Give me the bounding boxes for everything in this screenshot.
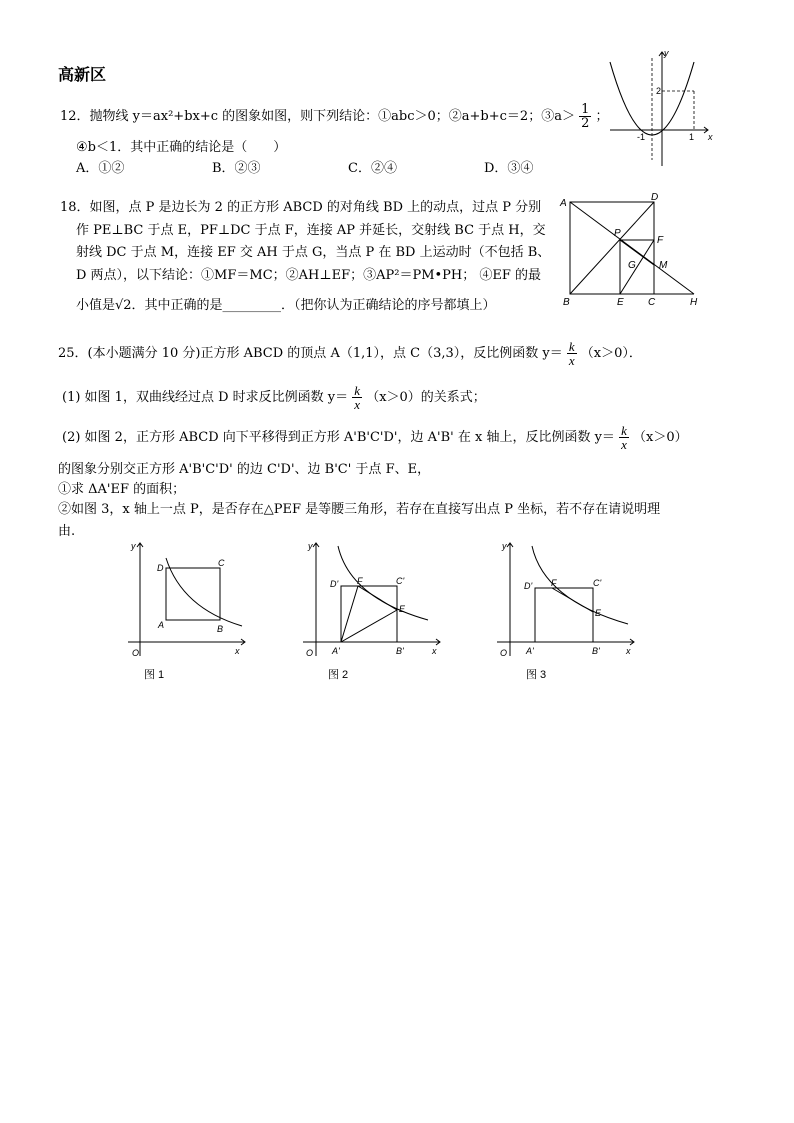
f2-y: y <box>308 541 313 551</box>
fig-label-a: A <box>560 198 567 209</box>
f2-f: F <box>357 576 363 586</box>
figure-2 <box>298 538 448 688</box>
f1-d: D <box>157 563 164 573</box>
f1-y: y <box>131 541 136 551</box>
k-over-x-fraction: $\frac{k}{x}$ <box>621 423 627 452</box>
fig-label-g: G <box>628 260 636 271</box>
k-over-x-fraction: $\frac{k}{x}$ <box>568 339 575 368</box>
parabola-graph <box>600 48 715 168</box>
f2-o: O <box>306 648 314 658</box>
fig-label-b: B <box>563 297 570 308</box>
square-figure <box>556 190 706 312</box>
f1-b: B <box>217 624 224 634</box>
q25-part2-ii: ②如图 3，x 轴上一点 P，是否存在△PEF 是等腰三角形，若存在直接写出点 P 坐标，若不存在请说明理 <box>58 502 661 517</box>
q25-stem: 25．(本小题满分 10 分)正方形 ABCD 的顶点 A（1,1），点 C（3,3），反比例函数 y＝ $\frac{k}{x}$ （x＞0）． <box>58 339 642 368</box>
f2-c: C' <box>396 576 405 586</box>
half-fraction: $\frac{1}{2}$ <box>581 102 590 131</box>
q18-text <box>60 197 550 318</box>
fig-label-d: D <box>651 192 659 203</box>
k-over-x-fraction: $\frac{k}{x}$ <box>354 383 361 412</box>
fig-label-c: C <box>648 297 656 308</box>
q18-line: D 两点），以下结论：①MF＝MC；②AH⊥EF；③AP²＝PM•PH； ④EF 的最 <box>76 267 542 283</box>
f1-x: x <box>235 646 240 656</box>
pg-x-label: x <box>708 132 713 142</box>
pg-1-label: 1 <box>689 132 695 142</box>
q12-line1: 12．抛物线 y＝ax²+bx+c 的图象如图，则下列结论：①abc＞0；②a+b+c＝2；③a＞ $\frac{1}{2}$ ； <box>60 102 609 131</box>
q12-option-b: B．②③ <box>212 161 261 176</box>
q18-line: 作 PE⊥BC 于点 E，PF⊥DC 于点 F，连接 AP 并延长，交射线 BC 于点 H，交 <box>76 222 546 238</box>
f2-d: D' <box>330 579 339 589</box>
f3-d: D' <box>524 581 533 591</box>
q12-option-d: D．③④ <box>484 161 534 176</box>
q25-part2-i: ①求 ΔA'EF 的面积； <box>58 482 186 497</box>
fig-label-f: F <box>657 235 664 246</box>
f2-caption: 图 2 <box>328 669 349 681</box>
f2-x: x <box>432 646 437 656</box>
f2-b: B' <box>396 646 404 656</box>
f1-a: A <box>158 620 165 630</box>
q12-line2: ④b＜1．其中正确的结论是（ ） <box>76 140 287 155</box>
q25-part2-ii-cont: 由. <box>58 524 76 539</box>
f3-x: x <box>626 646 631 656</box>
q18-line: 小值是√2．其中正确的是_________．（把你认为正确结论的序号都填上） <box>76 298 496 313</box>
q18-line: 18．如图，点 P 是边长为 2 的正方形 ABCD 的对角线 BD 上的动点，过点 P 分别 <box>60 200 542 215</box>
f3-b: B' <box>592 646 600 656</box>
q25-part1: (1) 如图 1，双曲线经过点 D 时求反比例函数 y＝ $\frac{k}{x}$ （x＞0）的关系式； <box>62 383 486 412</box>
f3-o: O <box>500 648 508 658</box>
f3-e: E <box>595 608 602 618</box>
q12-option-c: C．②④ <box>348 161 397 176</box>
pg-y-label: y <box>664 48 669 58</box>
f2-e: E <box>399 604 406 614</box>
f3-a: A' <box>526 646 534 656</box>
fig-label-m: M <box>659 260 668 271</box>
f1-o: O <box>132 648 140 658</box>
q25-part2: (2) 如图 2，正方形 ABCD 向下平移得到正方形 A'B'C'D'，边 A'B' 在 x 轴上，反比例函数 y＝ $\frac{k}{x}$ （x＞0） <box>62 423 688 452</box>
section-title: 高新区 <box>58 65 107 84</box>
q25-part2-line2: 的图象分别交正方形 A'B'C'D' 的边 C'D'、边 B'C' 于点 F、E， <box>58 462 431 477</box>
fig-label-e: E <box>617 297 624 308</box>
f1-caption: 图 1 <box>144 669 165 681</box>
q18-line: 射线 DC 于点 M，连接 EF 交 AH 于点 G，当点 P 在 BD 上运动时（不包括 B、 <box>76 245 551 260</box>
fig-label-h: H <box>690 297 698 308</box>
figure-3 <box>492 538 642 688</box>
f2-a: A' <box>332 646 340 656</box>
q12-option-a: A．①② <box>76 161 125 176</box>
pg-m1-label: -1 <box>637 132 646 142</box>
figure-1 <box>120 538 260 688</box>
pg-2-label: 2 <box>656 86 662 96</box>
f1-c: C <box>218 558 225 568</box>
f3-c: C' <box>593 578 602 588</box>
f3-f: F <box>551 578 557 588</box>
f3-y: y <box>502 541 507 551</box>
fig-label-p: P <box>614 228 621 239</box>
f3-caption: 图 3 <box>526 669 547 681</box>
